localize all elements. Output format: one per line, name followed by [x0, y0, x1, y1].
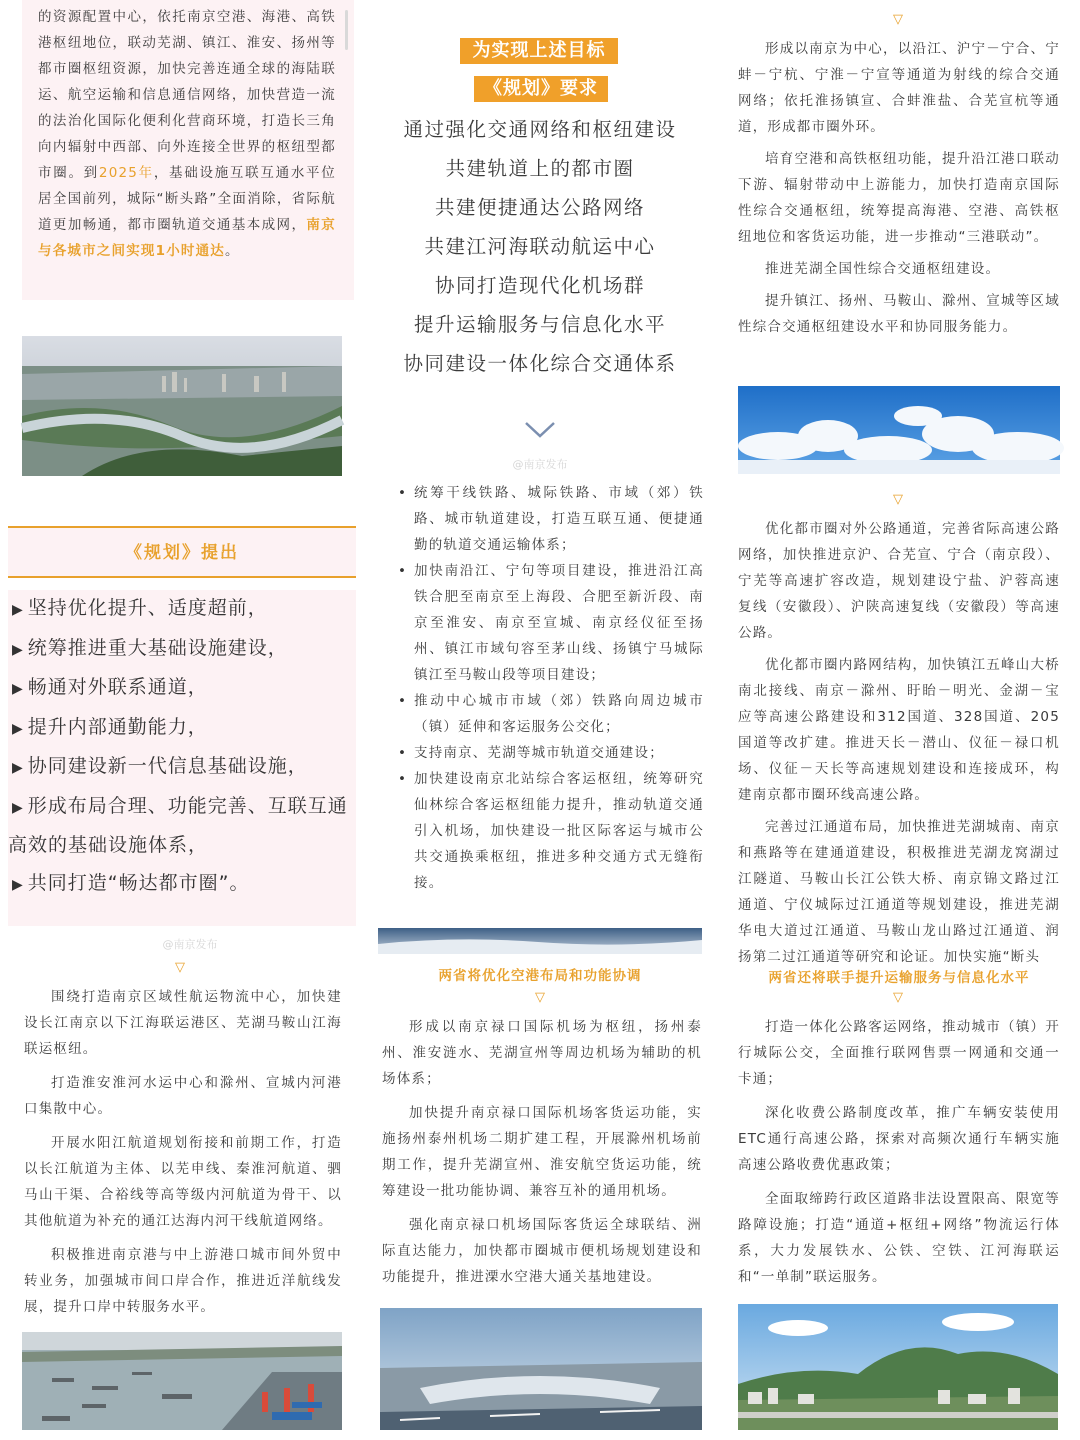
photo-city-river-aerial: [22, 336, 342, 476]
photo-airport-terminal: [380, 1308, 702, 1430]
plan-item: ▶ 坚持优化提升、适度超前，: [12, 597, 268, 619]
rail-bullet-list: [392, 480, 704, 896]
paragraph: 强化南京禄口机场国际客货运全球联结、洲际直达能力，加快都市圈城市便机场规划建设和功能提升，推进溧水空港大通关基地建设。: [382, 1217, 702, 1285]
paragraph: 开展水阳江航道规划衔接和前期工作，打造以长江航道为主体、以芜申线、秦淮河航道、驷马山干渠、合裕线等高等级内河航道为骨干、以其他航道为补充的通江达海内河干线航道网络。: [24, 1135, 342, 1229]
paragraph: 优化都市圈内路网结构，加快镇江五峰山大桥南北接线、南京－滁州、盱眙－明光、金湖－宝应等高速公路建设和312国道、328国道、205国道等改扩建。推进天长－潜山、仪征－禄口机场、仪征－天长等高速规划建设和连接成环，构建南京都市圈环线高速公路。: [738, 657, 1060, 803]
paragraph: 形成以南京禄口国际机场为枢纽，扬州泰州、淮安涟水、芜湖宣州等周边机场为辅助的机场体系；: [382, 1019, 702, 1087]
airport-section-title: 两省将优化空港布局和功能协调: [438, 968, 642, 984]
divider: [8, 526, 356, 528]
paragraph: 深化收费公路制度改革，推广车辆安装使用ETC通行高速公路，探索对高频次通行车辆实施高速公路收费优惠政策；: [738, 1105, 1060, 1173]
arrow-right-icon: ▶: [12, 760, 24, 776]
service-section-title: 两省还将联手提升运输服务与信息化水平: [768, 970, 1030, 986]
arrow-right-icon: ▶: [12, 799, 24, 816]
arrow-right-icon: ▶: [12, 876, 24, 893]
arrow-right-icon: ▶: [12, 720, 24, 737]
bullet-item: • 推动中心城市市域（郊）铁路向周边城市（镇）延伸和客运服务公交化；: [392, 688, 704, 740]
triangle-down-icon: ▽: [175, 960, 185, 975]
plan-title: 《规划》提出: [125, 543, 239, 563]
plan-item: ▶ 共同打造“畅达都市圈”。: [12, 871, 250, 894]
goal-banner: 为实现上述目标: [460, 38, 618, 64]
hub-section: [738, 36, 1060, 340]
goal-item: 共建轨道上的都市圈: [445, 157, 635, 180]
paragraph: 提升镇江、扬州、马鞍山、滁州、宣城等区域性综合交通枢纽建设水平和协同服务能力。: [738, 293, 1060, 335]
goal-list: [380, 110, 700, 383]
triangle-down-icon: ▽: [535, 990, 545, 1005]
arrow-right-icon: ▶: [12, 602, 24, 618]
paragraph: 优化都市圈对外公路通道，完善省际高速公路网络，加快推进京沪、合芜宣、宁合（南京段）、宁芜等高速扩容改造，规划建设宁盐、沪蓉高速复线（安徽段）、沪陕高速复线（安徽段）等高速公路。: [738, 521, 1060, 641]
arrow-right-icon: ▶: [12, 681, 24, 697]
plan-item: ▶ 提升内部通勤能力，: [12, 715, 208, 738]
plan-item: ▶ 形成布局合理、功能完善、互联互通: [12, 794, 348, 817]
paragraph: 完善过江通道布局，加快推进芜湖城南、南京和燕路等在建通道建设，积极推进芜湖龙窝湖过江隧道、马鞍山长江公铁大桥、南京锦文路过江通道、宁仪城际过江通道等规划建设，推进芜湖华电大道过江通道、马鞍山龙山路过江通道、润扬第二过江通道等研究和论证。加快实施“断头: [738, 819, 1060, 965]
bullet-item: • 支持南京、芜湖等城市轨道交通建设；: [392, 740, 704, 766]
highlight-year: 2025年: [98, 165, 154, 181]
arrow-right-icon: ▶: [12, 641, 24, 658]
photo-river-port: [22, 1332, 342, 1430]
goal-item: 协同建设一体化综合交通体系: [403, 352, 677, 375]
plan-heading: [8, 526, 356, 578]
goal-item: 通过强化交通网络和枢纽建设: [403, 118, 677, 141]
paragraph: 全面取缔跨行政区道路非法设置限高、限宽等路障设施；打造“通道+枢纽+网络”物流运行体系，大力发展铁水、公铁、空铁、江河海联运和“一单制”联运服务。: [738, 1191, 1060, 1285]
bullet-item: • 加快南沿江、宁句等项目建设，推进沿江高铁合肥至南京至上海段、合肥至新沂段、南京至淮安、南京至宣城、南京经仪征至扬州、镇江市域句容至茅山线、扬镇宁马城际镇江至马鞍山段等项目建设；: [392, 558, 704, 688]
goal-item: 共建便捷通达公路网络: [434, 196, 645, 219]
plan-requires-banner: 《规划》要求: [474, 76, 608, 102]
intro-text-box: [22, 0, 354, 300]
watermark: @南京发布: [512, 458, 568, 471]
plan-item: ▶ 协同建设新一代信息基础设施，: [12, 755, 308, 777]
highlight-one-hour: 南京与各城市之间实现1小时通达: [38, 217, 336, 259]
goal-item: 协同打造现代化机场群: [434, 274, 645, 297]
plan-item: ▶ 畅通对外联系通道，: [12, 676, 208, 698]
service-section: [738, 1014, 1060, 1290]
road-section: [738, 516, 1060, 965]
triangle-down-icon: ▽: [893, 12, 903, 27]
bullet-item: • 统筹干线铁路、城际铁路、市域（郊）铁路、城市轨道建设，打造互联互通、便捷通勤的轨道交通运输体系；: [392, 480, 704, 558]
goal-item: 提升运输服务与信息化水平: [413, 313, 666, 336]
paragraph: 围绕打造南京区域性航运物流中心，加快建设长江南京以下江海联运港区、芜湖马鞍山江海联运枢纽。: [24, 989, 342, 1057]
triangle-down-icon: ▽: [893, 990, 903, 1005]
paragraph: 加快提升南京禄口国际机场客货运功能，实施扬州泰州机场二期扩建工程，开展滁州机场前期工作，提升芜湖宣州、淮安航空货运功能，统筹建设一批功能协调、兼容互补的通用机场。: [382, 1105, 702, 1199]
paragraph: 积极推进南京港与中上游港口城市间外贸中转业务，加强城市间口岸合作，推进近洋航线发展，提升口岸中转服务水平。: [24, 1247, 342, 1315]
watermark: @南京发布: [162, 938, 218, 951]
paragraph: 打造一体化公路客运网络，推动城市（镇）开行城际公交，全面推行联网售票一网通和交通一卡通；: [738, 1019, 1060, 1087]
paragraph: 推进芜湖全国性综合交通枢纽建设。: [765, 261, 1001, 277]
airport-section: [382, 1014, 702, 1290]
shipping-section: [24, 984, 342, 1320]
photo-blue-sky-clouds: [738, 386, 1060, 474]
divider: [8, 576, 356, 578]
scrollbar[interactable]: [345, 10, 348, 50]
photo-sky-strip: [378, 928, 702, 954]
triangle-down-icon: ▽: [893, 492, 903, 507]
bullet-item: • 加快建设南京北站综合客运枢纽，统筹研究仙林综合客运枢纽能力提升，推动轨道交通引入机场，加快建设一批区际客运与城市公共交通换乘枢纽，推进多种交通方式无缝衔接。: [392, 766, 704, 896]
intro-paragraph: 的资源配置中心，依托南京空港、海港、高铁港枢纽地位，联动芜湖、镇江、淮安、扬州等都市圈枢纽资源，加快完善连通全球的海陆联运、航空运输和信息通信网络，加快营造一流的法治化国际化便利化营商环境，打造长三角向内辐射中西部、向外连接全世界的枢纽型都市圈。到2025年，基础设施互联互通水平位居全国前列，城际“断头路”全面消除，省际航道更加畅通，都市圈轨道交通基本成网，南京与各城市之间实现1小时通达。: [38, 9, 336, 259]
paragraph: 形成以南京为中心，以沿江、沪宁－宁合、宁蚌－宁杭、宁淮－宁宣等通道为射线的综合交通网络；依托淮扬镇宣、合蚌淮盐、合芜宣杭等通道，形成都市圈外环。: [738, 41, 1060, 135]
photo-city-mountain: [738, 1304, 1058, 1430]
chevron-down-icon: [524, 420, 556, 444]
paragraph: 培育空港和高铁枢纽功能，提升沿江港口联动下游、辐射带动中上游能力，加快打造南京国际性综合交通枢纽，统筹提高海港、空港、高铁枢纽地位和客货运功能，进一步推动“三港联动”。: [738, 151, 1060, 245]
plan-item: ▶ 统筹推进重大基础设施建设，: [12, 636, 288, 659]
paragraph: 打造淮安淮河水运中心和滁州、宣城内河港口集散中心。: [24, 1075, 342, 1117]
plan-item-continued: 高效的基础设施体系，: [8, 834, 209, 856]
goal-item: 共建江河海联动航运中心: [424, 235, 656, 258]
plan-list: [8, 590, 356, 926]
